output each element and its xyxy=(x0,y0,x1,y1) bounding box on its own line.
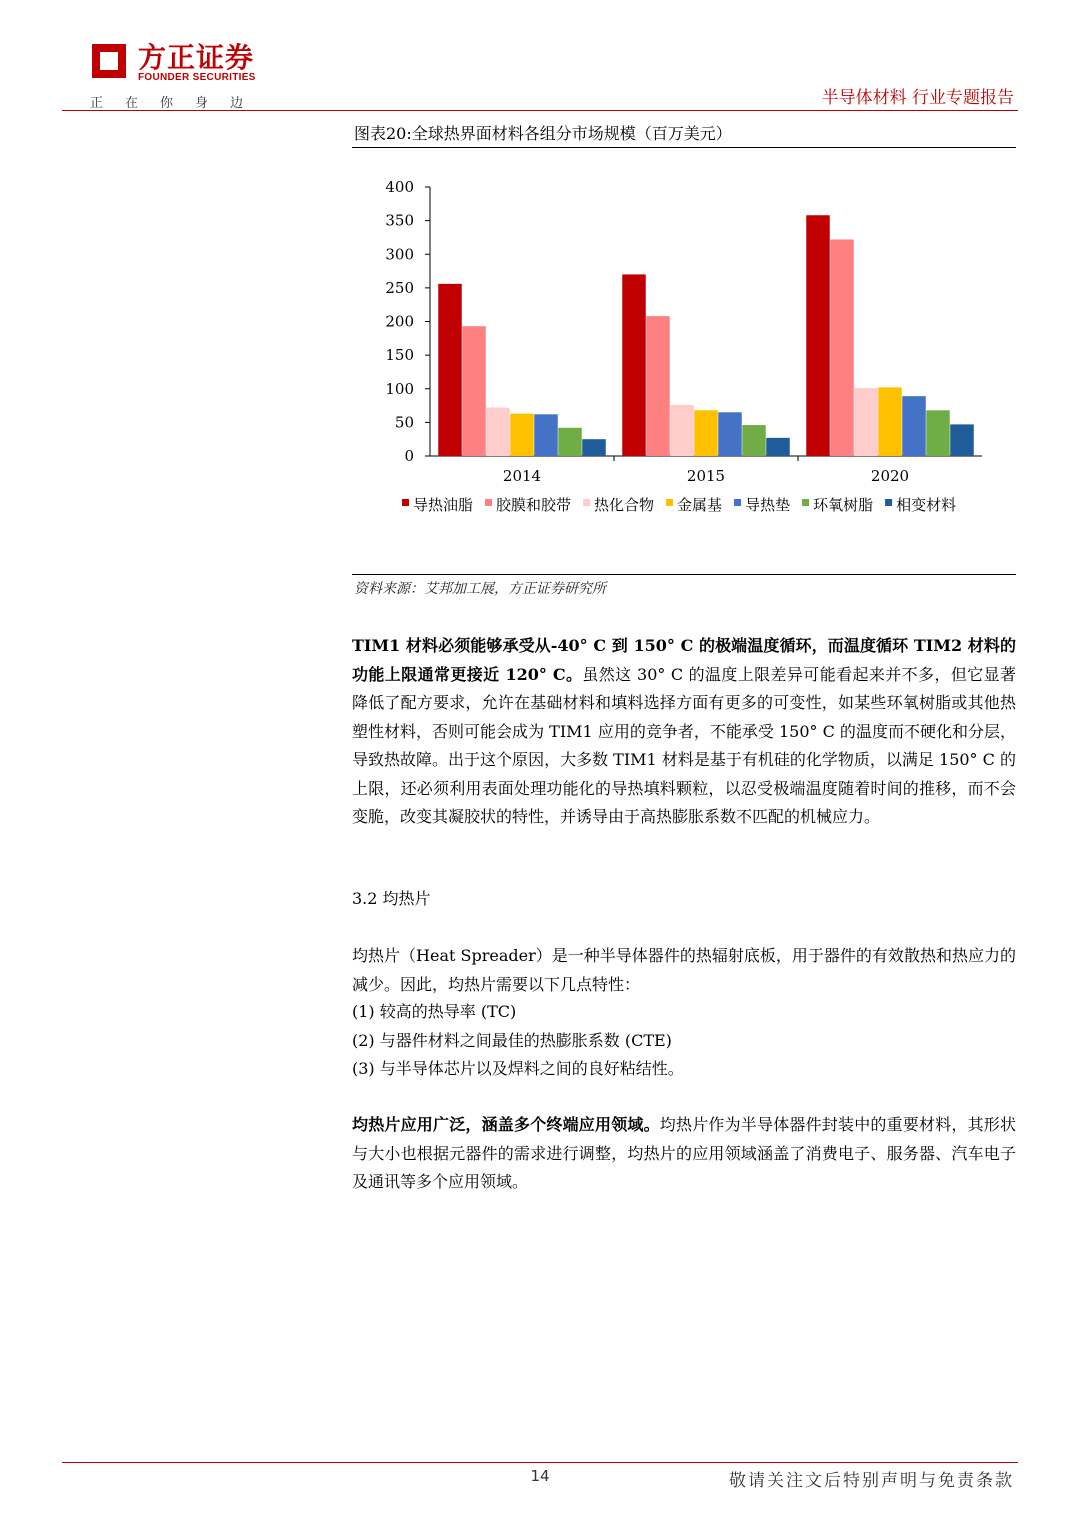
paragraph-tim1-bold: TIM1 材料必须能够承受从-40° C 到 150° C 的极端温度循环，而温度循环 TIM2 材料的功能上限通常更接近 120° C。 xyxy=(352,636,1016,684)
paragraph-tim1-rest: 虽然这 30° C 的温度上限差异可能看起来并不多，但它显著降低了配方要求，允许在基础材料和填料选择方面有更多的可变性，如某些环氧树脂或其他热塑性材料，否则可能会成为 TIM1 应用的竞争者，不能承受 150° C 的温度而不硬化和分层，导致热故障。出于这个原因，大多数 TIM1 材料是基于有机硅的化学物质，以满足 150° C 的上限，还必须利用表面处理功能化的导热填料颗粒，以忍受极端温度随着时间的推移，而不会变脆，改变其凝胶状的特性，并诱导由于高热膨胀系数不匹配的机械应力。 xyxy=(352,664,1016,826)
bar-2020-热化合物 xyxy=(854,388,878,456)
brand-name-cn: 方正证券 xyxy=(138,41,255,74)
legend-label-导热垫: 导热垫 xyxy=(745,496,791,514)
paragraph-heat-spreader-intro: 均热片（Heat Spreader）是一种半导体器件的热辐射底板，用于器件的有效散热和热应力的减少。因此，均热片需要以下几点特性： xyxy=(352,946,1016,994)
brand-name-en: FOUNDER SECURITIES xyxy=(138,72,256,83)
bar-2014-热化合物 xyxy=(486,408,510,456)
bar-2020-环氧树脂 xyxy=(926,410,950,456)
bar-2015-导热油脂 xyxy=(622,274,646,456)
bar-2015-环氧树脂 xyxy=(742,425,766,456)
y-tick-label: 50 xyxy=(394,413,414,432)
bar-2015-金属基 xyxy=(694,410,718,456)
section-title-heat-spreader: 3.2 均热片 xyxy=(352,889,431,908)
footer-divider xyxy=(62,1462,1018,1463)
legend-swatch-相变材料 xyxy=(885,499,892,506)
property-list xyxy=(352,998,1016,1084)
legend-swatch-导热油脂 xyxy=(402,499,409,506)
figure-source: 资料来源：艾邦加工展，方正证券研究所 xyxy=(354,581,606,597)
bar-2014-金属基 xyxy=(510,414,534,456)
legend-swatch-胶膜和胶带 xyxy=(485,499,492,506)
page-number: 14 xyxy=(530,1467,550,1485)
legend-swatch-导热垫 xyxy=(734,499,741,506)
founder-logo-icon xyxy=(88,40,130,82)
x-tick-label: 2020 xyxy=(870,467,910,485)
paragraph-applications xyxy=(352,1111,1016,1197)
list-item: (2) 与器件材料之间最佳的热膨胀系数 (CTE) xyxy=(352,1030,672,1050)
bar-2020-金属基 xyxy=(878,387,902,456)
y-tick-label: 100 xyxy=(385,379,414,398)
bar-2020-导热油脂 xyxy=(806,215,830,456)
footer-disclaimer: 敬请关注文后特别声明与免责条款 xyxy=(729,1471,1014,1491)
bar-2014-胶膜和胶带 xyxy=(462,326,486,456)
legend-label-热化合物: 热化合物 xyxy=(594,496,655,514)
paragraph-applications-rest: 均热片作为半导体器件封装中的重要材料，其形状与大小也根据元器件的需求进行调整，均热片的应用领域涵盖了消费电子、服务器、汽车电子及通讯等多个应用领域。 xyxy=(352,1115,1016,1191)
market-size-bar-chart xyxy=(352,160,1016,560)
y-tick-label: 350 xyxy=(385,211,414,230)
y-tick-label: 400 xyxy=(385,178,414,196)
legend-swatch-热化合物 xyxy=(583,499,590,506)
brand-slogan: 正在你身边 xyxy=(90,96,266,111)
bar-2020-导热垫 xyxy=(902,396,926,456)
paragraph-tim1 xyxy=(352,632,1016,832)
y-tick-label: 250 xyxy=(385,278,414,297)
legend-label-环氧树脂: 环氧树脂 xyxy=(813,496,874,514)
x-tick-label: 2015 xyxy=(686,467,726,485)
legend-label-金属基: 金属基 xyxy=(677,496,723,514)
figure-bottom-rule xyxy=(352,574,1016,575)
y-tick-label: 200 xyxy=(385,312,414,331)
y-tick-label: 300 xyxy=(385,245,414,264)
legend-swatch-环氧树脂 xyxy=(802,499,809,506)
legend-swatch-金属基 xyxy=(666,499,673,506)
figure-top-rule xyxy=(352,147,1016,148)
bar-2020-相变材料 xyxy=(950,424,974,456)
header-divider xyxy=(62,110,1018,111)
bar-2015-热化合物 xyxy=(670,405,694,456)
legend-label-相变材料: 相变材料 xyxy=(896,496,957,514)
paragraph-applications-bold: 均热片应用广泛，涵盖多个终端应用领域。 xyxy=(352,1115,660,1134)
bar-2015-相变材料 xyxy=(766,438,790,456)
bar-2014-导热垫 xyxy=(534,414,558,456)
figure-title: 图表20:全球热界面材料各组分市场规模（百万美元） xyxy=(354,124,732,143)
x-tick-label: 2014 xyxy=(502,467,542,485)
legend-label-胶膜和胶带: 胶膜和胶带 xyxy=(496,496,572,514)
list-item: (1) 较高的热导率 (TC) xyxy=(352,1002,517,1021)
bar-2015-胶膜和胶带 xyxy=(646,316,670,456)
bar-2014-环氧树脂 xyxy=(558,428,582,456)
bar-2020-胶膜和胶带 xyxy=(830,239,854,456)
legend-label-导热油脂: 导热油脂 xyxy=(413,496,474,514)
list-item: (3) 与半导体芯片以及焊料之间的良好粘结性。 xyxy=(352,1059,684,1078)
y-tick-label: 150 xyxy=(385,346,414,365)
y-tick-label: 0 xyxy=(404,447,414,465)
bar-2014-相变材料 xyxy=(582,439,606,456)
bar-2015-导热垫 xyxy=(718,412,742,456)
bar-2014-导热油脂 xyxy=(438,284,462,456)
report-title: 半导体材料 行业专题报告 xyxy=(821,88,1014,108)
